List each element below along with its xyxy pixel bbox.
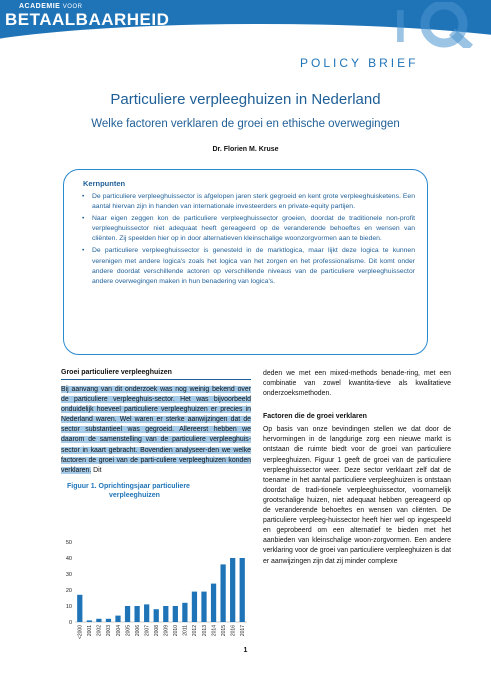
kernpunten-list [80,192,415,287]
x-tick-label: 2007 [144,625,151,637]
highlighted-text[interactable]: Bij aanvang van dit onderzoek was nog weinig bekend over de particuliere verpleeghuis-sector. Het was bijvoorbeeld onduidelijk hoeveel particuliere verpleeghuizen er precies in Nederland waren. Wel waren er sterke aanwijzingen dat de sector substantieel was gegroeid. Allereerst hebben we daarom de samenstelling van de particuliere verpleeghuis-sector in kaart gebracht. Bovendien analyseer-den we welke factoren de groei van de parti-culiere verpleeghuizen konden verklaren. [61,386,251,474]
kernpunten-heading: Kernpunten [83,179,126,188]
section-heading-factoren: Factoren die de groei verklaren [263,413,367,421]
figure-label: Figuur 1. [67,482,97,490]
bar-2007 [144,604,149,622]
y-tick-label: 30 [65,572,72,578]
bar-2005 [125,606,130,622]
x-tick-label: 2004 [115,625,122,637]
header-banner [0,0,491,78]
bar-2001 [87,620,92,622]
figure-title-line2: verpleeghuizen [109,491,160,499]
bar-2008 [154,609,159,622]
figure-title-line1: Oprichtingsjaar particuliere [98,482,190,490]
paragraph-tail: Dit [91,466,102,474]
bar-2009 [163,606,168,622]
policy-brief-label: POLICY BRIEF [300,56,419,70]
bar-2017 [240,558,245,622]
right-column [263,369,451,567]
y-tick-label: 20 [65,588,72,594]
kernpunt-item: • Naar eigen zeggen kon de particuliere verpleeghuissector groeien, doordat de traditionele non-profit verpleeghuissector niet adequaat heeft gereageerd op de veranderende behoeftes en wensen van cliënten. Zij speelden hier op in door alternatieven kleinschalige woonzorgvormen aan te bieden. [80,214,415,244]
author: Dr. Florien M. Kruse [212,146,279,153]
kernpunten-box [63,169,428,355]
y-tick-label: 10 [65,604,72,610]
kernpunt-item: • De particuliere verpleeghuissector is afgelopen jaren sterk gegroeid en kent grote verpleeghuisketens. Een aantal hiervan zijn in handen van internationale investeerders en private-equity partijen. [80,192,415,212]
y-tick-label: 40 [65,556,72,562]
bar-2010 [173,606,178,622]
continued-paragraph: deden we met een mixed-methods benade-ring, met een combinatie van zowel kwantita-tieve als kwalitatieve onderzoeksmethoden. [263,370,451,398]
bar-2013 [201,592,206,622]
figure-caption [61,482,251,500]
y-tick-label: 50 [65,540,72,546]
bar-2012 [192,592,197,622]
bar-<2000 [77,595,82,622]
page-number: 1 [243,647,248,654]
x-tick-label: 2011 [182,625,189,636]
left-column [61,369,251,500]
page-subtitle: Welke factoren verklaren de groei en ethische overwegingen [91,118,400,130]
x-tick-label: 2010 [173,625,180,637]
bar-2004 [115,616,120,622]
bar-2016 [230,558,235,622]
brand-logo [5,3,181,37]
bar-2003 [106,619,111,622]
bar-chart [61,540,251,645]
x-tick-label: 2012 [192,625,199,637]
bar-2006 [134,606,139,622]
x-tick-label: <2000 [77,625,84,640]
bar-2014 [211,584,216,622]
x-tick-label: 2008 [154,625,161,637]
factoren-paragraph: Op basis van onze bevindingen stellen we dat door de hervormingen in de langdurige zorg een nieuwe markt is ontstaan die ruimte biedt voor de groei van particuliere verpleeghuizen. Figuur 1 geeft de groei van de particuliere verpleeghuissector weer. Deze sector verklaart zelf dat de toename in het aantal particuliere verpleeghuizen is ontstaan doordat de tradi-tionele verpleeghuissector, voornamelijk grootschalige huizen, niet adequaat hebben gereageerd op de veranderende behoeftes en wensen van cliënten. De particuliere verpleeg-huissector heeft hier wel op ingespeeld en geprobeerd om een alternatief te bieden met het aanbieden van kleinschalige woon-zorgvormen. Een andere verklaring voor de groei van particuliere verpleeghuizen is dat er aanwijzingen zijn dat zij minder complexe [263,426,451,565]
intro-paragraph [61,385,251,476]
x-tick-label: 2017 [240,625,247,637]
page-title: Particuliere verpleeghuizen in Nederland [110,91,381,108]
section-heading-groei: Groei particuliere verpleeghuizen [61,369,251,380]
bar-2011 [182,603,187,622]
svg-text:I: I [394,2,407,48]
brand-name: BETAALBAARHEID [5,10,170,29]
bar-2002 [96,619,101,622]
x-tick-label: 2001 [87,625,94,637]
x-tick-label: 2009 [163,625,170,637]
y-tick-label: 0 [68,620,72,626]
x-tick-label: 2006 [134,625,141,637]
x-tick-label: 2016 [230,625,237,637]
x-tick-label: 2003 [106,625,113,637]
kernpunt-item: • De particuliere verpleeghuissector is genesteld in de marktlogica, maar lijkt deze logica te kunnen verenigen met andere logica's zoals het logica van het zorgen en het professionalisme. Dit komt onder andere doordat verschillende actoren op verschillende niveaus van de particuliere verpleeghuissector andere overwegingen maken in hun benadering van logica's. [80,246,415,286]
brand-line-bottom: VAN ZORG [147,29,182,36]
x-tick-label: 2014 [211,625,218,637]
iq-logo-icon [392,2,484,48]
x-tick-label: 2013 [201,625,208,637]
x-tick-label: 2015 [220,625,227,637]
brand-line-top: ACADEMIE VOOR [19,3,83,10]
bar-2015 [220,564,225,622]
x-tick-label: 2005 [125,625,132,637]
x-tick-label: 2002 [96,625,103,637]
